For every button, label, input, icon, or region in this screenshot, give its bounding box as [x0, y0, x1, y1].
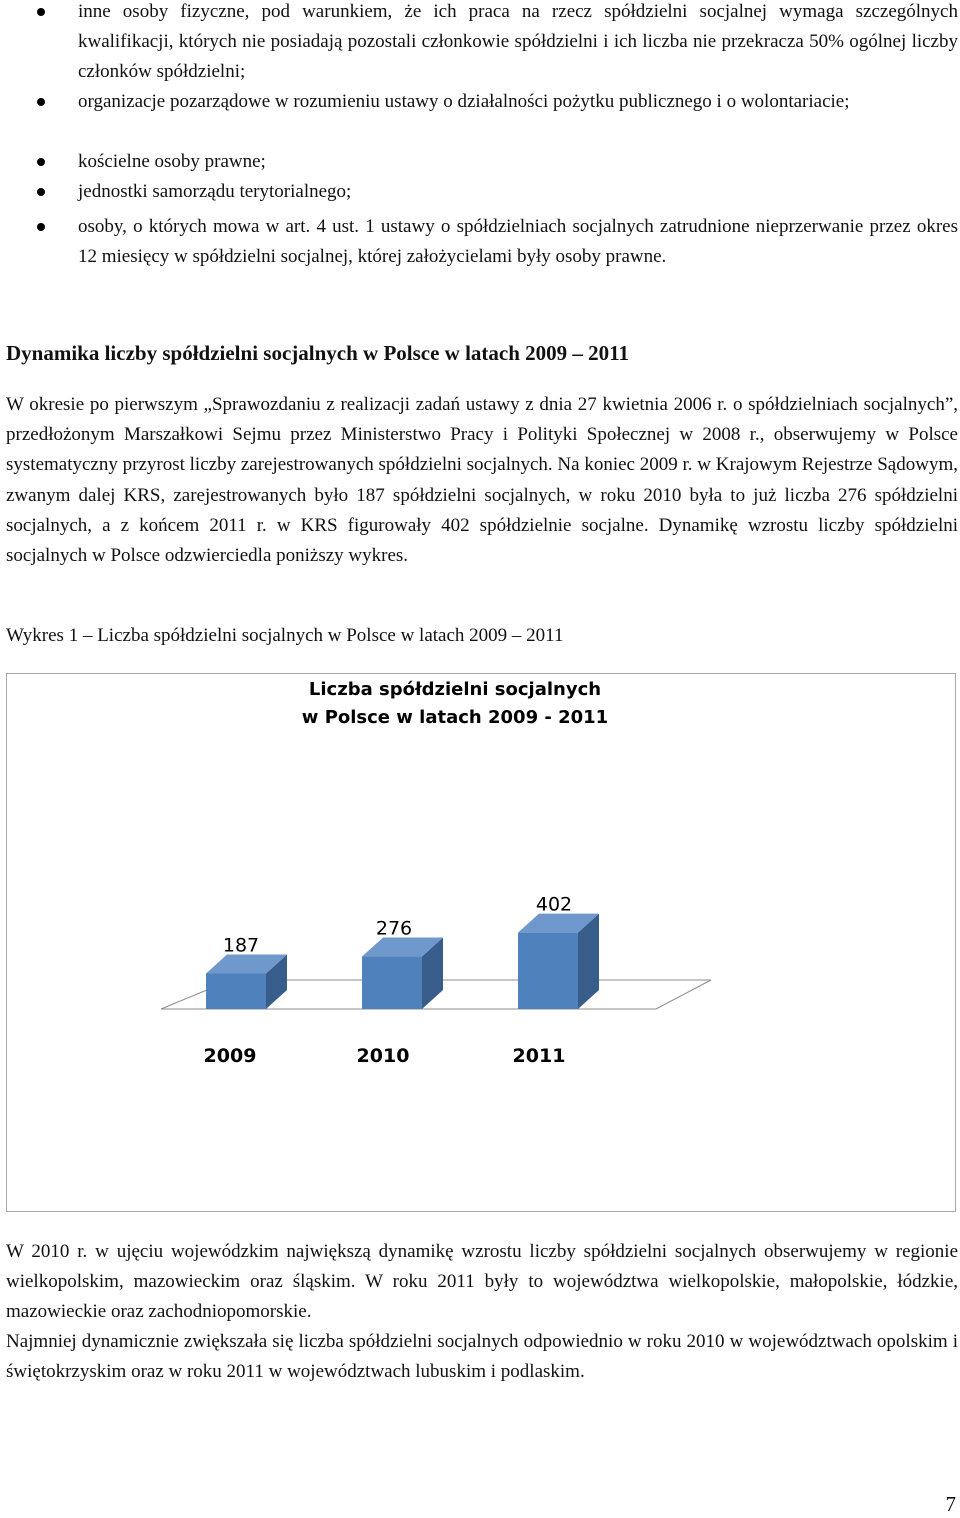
chart-title: [0, 676, 910, 732]
body-paragraph: W okresie po pierwszym „Sprawozdaniu z realizacji zadań ustawy z dnia 27 kwietnia 2006 r. o spółdzielniach socjalnych”, przedłożonym Marszałkowi Sejmu przez Ministerstwo Pracy i Polityki Społecznej w 2008 r., obserwujemy w Polsce systematyczny przyrost liczby zarejestrowanych spółdzielni socjalnych. Na koniec 2009 r. w Krajowym Rejestrze Sądowym, zwanym dalej KRS, zarejestrowanych było 187 spółdzielni socjalnych, w roku 2010 była to już liczba 276 spółdzielni socjalnych, a z końcem 2011 r. w KRS figurowały 402 spółdzielnie socjalne. Dynamikę wzrostu liczby spółdzielni socjalnych w Polsce odzwierciedla poniższy wykres.: [6, 394, 958, 567]
list-item: [0, 87, 960, 117]
body-paragraph: W 2010 r. w ujęciu wojewódzkim największą dynamikę wzrostu liczby spółdzielni socjalnych obserwujemy w regionie wielkopolskim, mazowieckim oraz śląskim. W roku 2011 były to województwa wielkopolskie, małopolskie, łódzkie, mazowieckie oraz zachodniopomorskie.: [6, 1241, 958, 1323]
page-number: 7: [945, 1492, 956, 1516]
data-label: 187: [222, 934, 260, 957]
bar: [362, 957, 422, 1009]
list-item-text: inne osoby fizyczne, pod warunkiem, że ich praca na rzecz spółdzielni socjalnej wymaga szczególnych kwalifikacji, których nie posiadają pozostali członkowie spółdzielni i ich liczba nie przekracza 50% ogólnej liczby członków spółdzielni;: [78, 1, 958, 82]
bullet-icon: [37, 98, 45, 106]
list-item-text: osoby, o których mowa w art. 4 ust. 1 ustawy o spółdzielniach socjalnych zatrudnione nieprzerwanie przez okres 12 miesięcy w spółdzielni socjalnej, której założycielami były osoby prawne.: [78, 216, 958, 267]
bullet-icon: [37, 158, 45, 166]
chart-title-line: w Polsce w latach 2009 - 2011: [301, 707, 609, 728]
list-item: [0, 147, 960, 177]
category-label: 2009: [203, 1045, 257, 1067]
data-label: 402: [535, 893, 573, 916]
chart-container: [6, 673, 956, 1212]
list-item: [0, 212, 960, 272]
bar-chart: [7, 674, 957, 1213]
category-label: 2010: [356, 1045, 410, 1067]
bullet-icon: [37, 8, 45, 16]
category-label: 2011: [512, 1045, 566, 1067]
body-paragraph: Najmniej dynamicznie zwiększała się liczba spółdzielni socjalnych odpowiednio w roku 2010 w województwach opolskim i świętokrzyskim oraz w roku 2011 w województwach lubuskim i podlaskim.: [6, 1331, 958, 1383]
list-item: [0, 177, 960, 207]
bullet-icon: [37, 188, 45, 196]
section-heading: Dynamika liczby spółdzielni socjalnych w Polsce w latach 2009 – 2011: [6, 341, 630, 365]
list-item-text: organizacje pozarządowe w rozumieniu ustawy o działalności pożytku publicznego i o wolontariacie;: [78, 91, 850, 112]
data-label: 276: [375, 917, 413, 940]
bullet-icon: [37, 223, 45, 231]
figure-caption: Wykres 1 – Liczba spółdzielni socjalnych w Polsce w latach 2009 – 2011: [6, 625, 564, 646]
bar: [206, 973, 266, 1009]
chart-title-line: Liczba spółdzielni socjalnych: [308, 679, 602, 700]
list-item-text: kościelne osoby prawne;: [78, 151, 266, 172]
list-item: [0, 0, 960, 87]
list-item-text: jednostki samorządu terytorialnego;: [78, 181, 352, 202]
bar: [518, 933, 578, 1009]
